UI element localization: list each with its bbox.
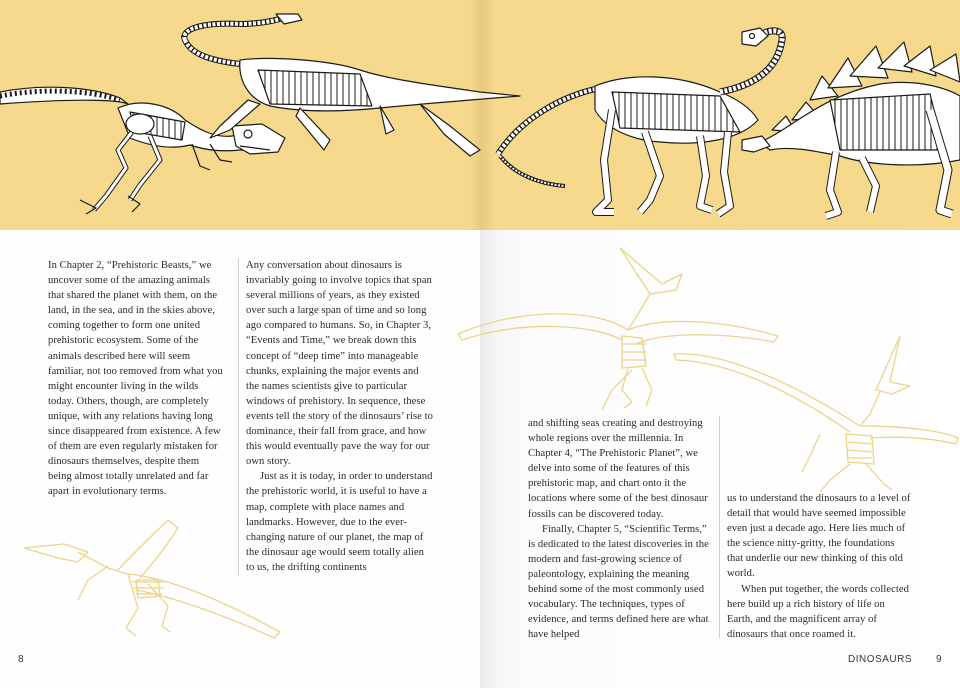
paragraph: and shifting seas creating and destroying whole regions over the millennia. In Chapter 4, “The Prehistoric Planet”, we delve into some of the features of this prehistoric map, and chart onto it the locations where some of the best dinosaur fossils can be discovered today.: [528, 418, 708, 520]
skeleton-banner: [0, 0, 960, 230]
stegosaurus-skeleton-icon: [742, 42, 960, 216]
right-column-2: [727, 491, 911, 642]
left-column-1: [48, 258, 224, 500]
running-head: DINOSAURS: [848, 654, 912, 665]
paragraph: Finally, Chapter 5, “Scientific Terms,” is dedicated to the latest discoveries in the modern and fast-growing science of paleontology, explaining the meaning behind some of the most commonly used vocabulary. The techniques, types of evidence, and terms defined here are what have helped: [528, 523, 709, 641]
pterosaur-skeleton-icon: [18, 508, 288, 648]
page-number-left: 8: [18, 654, 25, 665]
column-rule: [719, 416, 720, 638]
paragraph: Just as it is today, in order to understand the prehistoric world, it is useful to have a map, complete with place names and landmarks. However, due to the ever-changing nature of our planet, the map of the dinosaur age would seem totally alien to us, the drifting continents: [246, 471, 433, 573]
sauropod-skeleton-icon: [498, 28, 782, 214]
paragraph: When put together, the words collected here build up a rich history of life on Earth, and the magnificent array of dinosaurs that once roamed it.: [727, 583, 909, 640]
gutter-shadow: [470, 0, 494, 230]
right-column-1: [528, 416, 714, 642]
page-number-right: 9: [935, 654, 942, 665]
paragraph: In Chapter 2, “Prehistoric Beasts,” we uncover some of the amazing animals that shared the planet with them, on the land, in the sea, and in the skies above, coming together to form one united prehistoric ecosystem. Some of the animals described here will seem familiar, not too removed from what you might encounter living in the wilds today. Others, though, are completely unique, with any relations having long since disappeared from existence. A few of them are even regularly mistaken for dinosaurs themselves, despite them being almost totally unrelated and far apart in evolutionary terms.: [48, 260, 223, 498]
paragraph: Any conversation about dinosaurs is invariably going to involve topics that span several millions of years, as they existed over such a large span of time and so long ago compared to humans. So, in Chapter 3, “Events and Time,” we break down this concept of “deep time” into manageable chunks, explaining the major events and the names scientists give to particular windows of prehistory. In sequence, these events tell the story of the dinosaurs’ rise to dominance, their fall from grace, and how this would eventually pave the way for our own story.: [246, 260, 433, 468]
paragraph: us to understand the dinosaurs to a level of detail that would have seemed impossible even just a decade ago. Here lies much of the science nitty-gritty, the foundations that underlie our new thinking of this old world.: [727, 493, 911, 580]
